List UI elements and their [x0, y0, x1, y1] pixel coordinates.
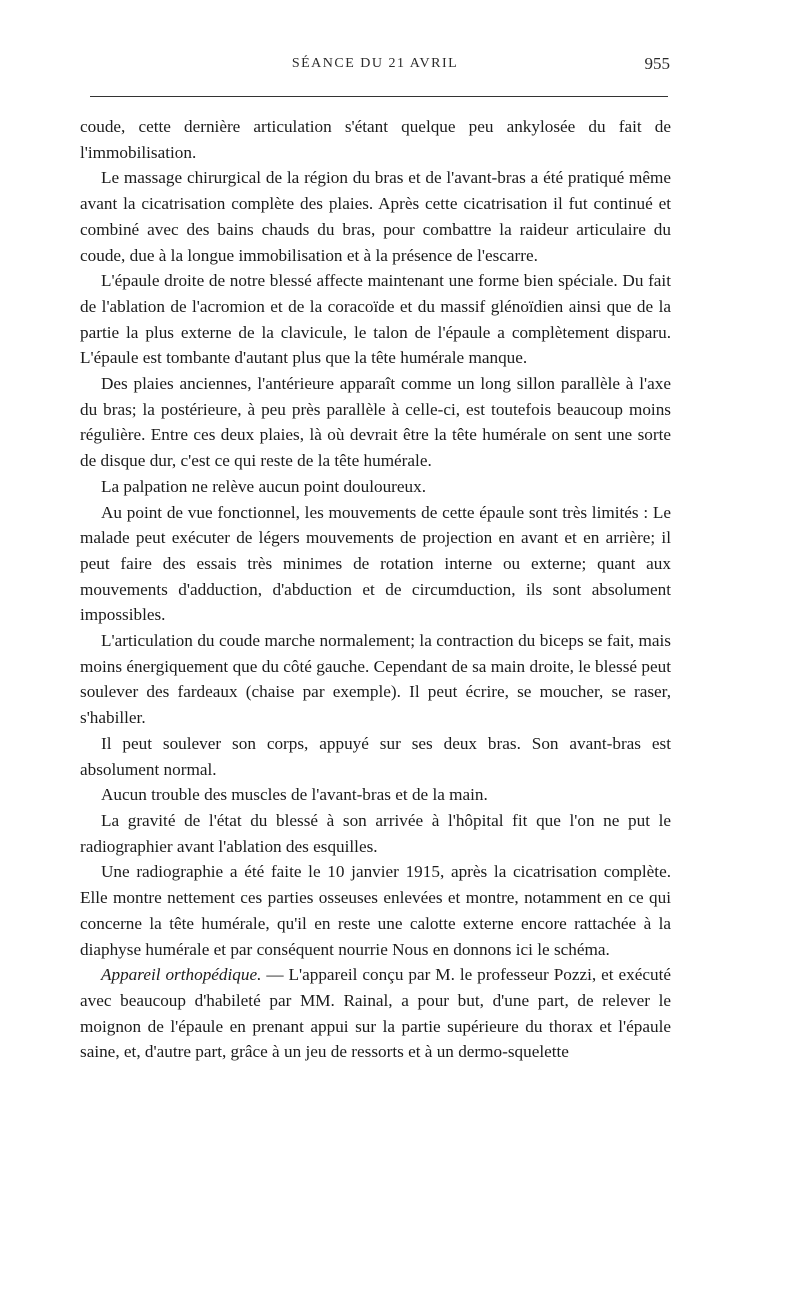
paragraph-forearm: Aucun trouble des muscles de l'avant-bras et de la main.	[101, 785, 488, 805]
paragraph-gravity: La gravité de l'état du blessé à son arrivée à l'hôpital fit que l'on ne put le radiographier avant l'ablation des esquilles.	[80, 810, 671, 856]
paragraph-wounds: Des plaies anciennes, l'antérieure apparaît comme un long sillon parallèle à l'axe du bras; la postérieure, à peu près parallèle à celle-ci, est toutefois beaucoup moins régulière. Entre ces deux plaies, là où devrait être la tête humérale on sent une sorte de disque dur, c'est ce qui reste de la tête humérale.	[80, 374, 671, 471]
header-rule	[90, 96, 668, 97]
paragraph-orthopedic	[80, 962, 671, 1065]
paragraph-shoulder-shape: L'épaule droite de notre blessé affecte maintenant une forme bien spéciale. Du fait de l'ablation de l'acromion et de la coracoïde et du massif glénoïdien ainsi que de la partie la plus externe de la clavicule, le talon de l'épaule a complètement disparu. L'épaule est tombante d'autant plus que la tête humérale manque.	[80, 271, 671, 368]
paragraph-orthopedic-text: — L'appareil conçu par M. le professeur Pozzi, et exécuté avec beaucoup d'habileté par MM. Rainal, a pour but, d'une part, de relever le moignon de l'épaule en prenant appui sur la partie supérieure du thorax et l'épaule saine, et, d'autre part, grâce à un jeu de ressorts et à un dermo-squelette	[80, 965, 671, 1062]
paragraph-massage: Le massage chirurgical de la région du bras et de l'avant-bras a été pratiqué même avant la cicatrisation complète des plaies. Après cette cicatrisation il fut continué et combiné avec des bains chauds du bras, pour combattre la raideur articulaire du coude, due à la longue immobilisation et à la présence de l'escarre.	[80, 168, 671, 265]
running-title: SÉANCE DU 21 AVRIL	[291, 56, 459, 71]
paragraph-radiography: Une radiographie a été faite le 10 janvier 1915, après la cicatrisation complète. Elle montre nettement ces parties osseuses enlevées et montre, notamment en ce qui concerne la tête humérale, qu'il en reste une calotte externe encore rattachée à la diaphyse humérale et par conséquent nourrie Nous en donnons ici le schéma.	[80, 862, 671, 959]
paragraph-elbow: L'articulation du coude marche normalement; la contraction du biceps se fait, mais moins énergiquement que du côté gauche. Cependant de sa main droite, le blessé peut soulever des fardeaux (chaise par exemple). Il peut écrire, se moucher, se raser, s'habiller.	[80, 631, 671, 728]
running-header	[80, 56, 670, 84]
body-text	[80, 114, 671, 1065]
italic-lead: Appareil orthopédique.	[101, 965, 262, 985]
paragraph-function: Au point de vue fonctionnel, les mouvements de cette épaule sont très limités : Le malade peut exécuter de légers mouvements de projection en avant et en arrière; il peut faire des essais très minimes de rotation interne ou externe; quant aux mouvements d'adduction, d'abduction et de circumduction, ils sont absolument impossibles.	[80, 502, 671, 625]
paragraph-palpation: La palpation ne relève aucun point douloureux.	[101, 476, 427, 496]
paragraph-continuation: coude, cette dernière articulation s'étant quelque peu ankylosée du fait de l'immobilisation.	[80, 117, 671, 162]
paragraph-lift-body: Il peut soulever son corps, appuyé sur ses deux bras. Son avant-bras est absolument normal.	[80, 733, 671, 779]
page-number: 955	[644, 54, 670, 73]
